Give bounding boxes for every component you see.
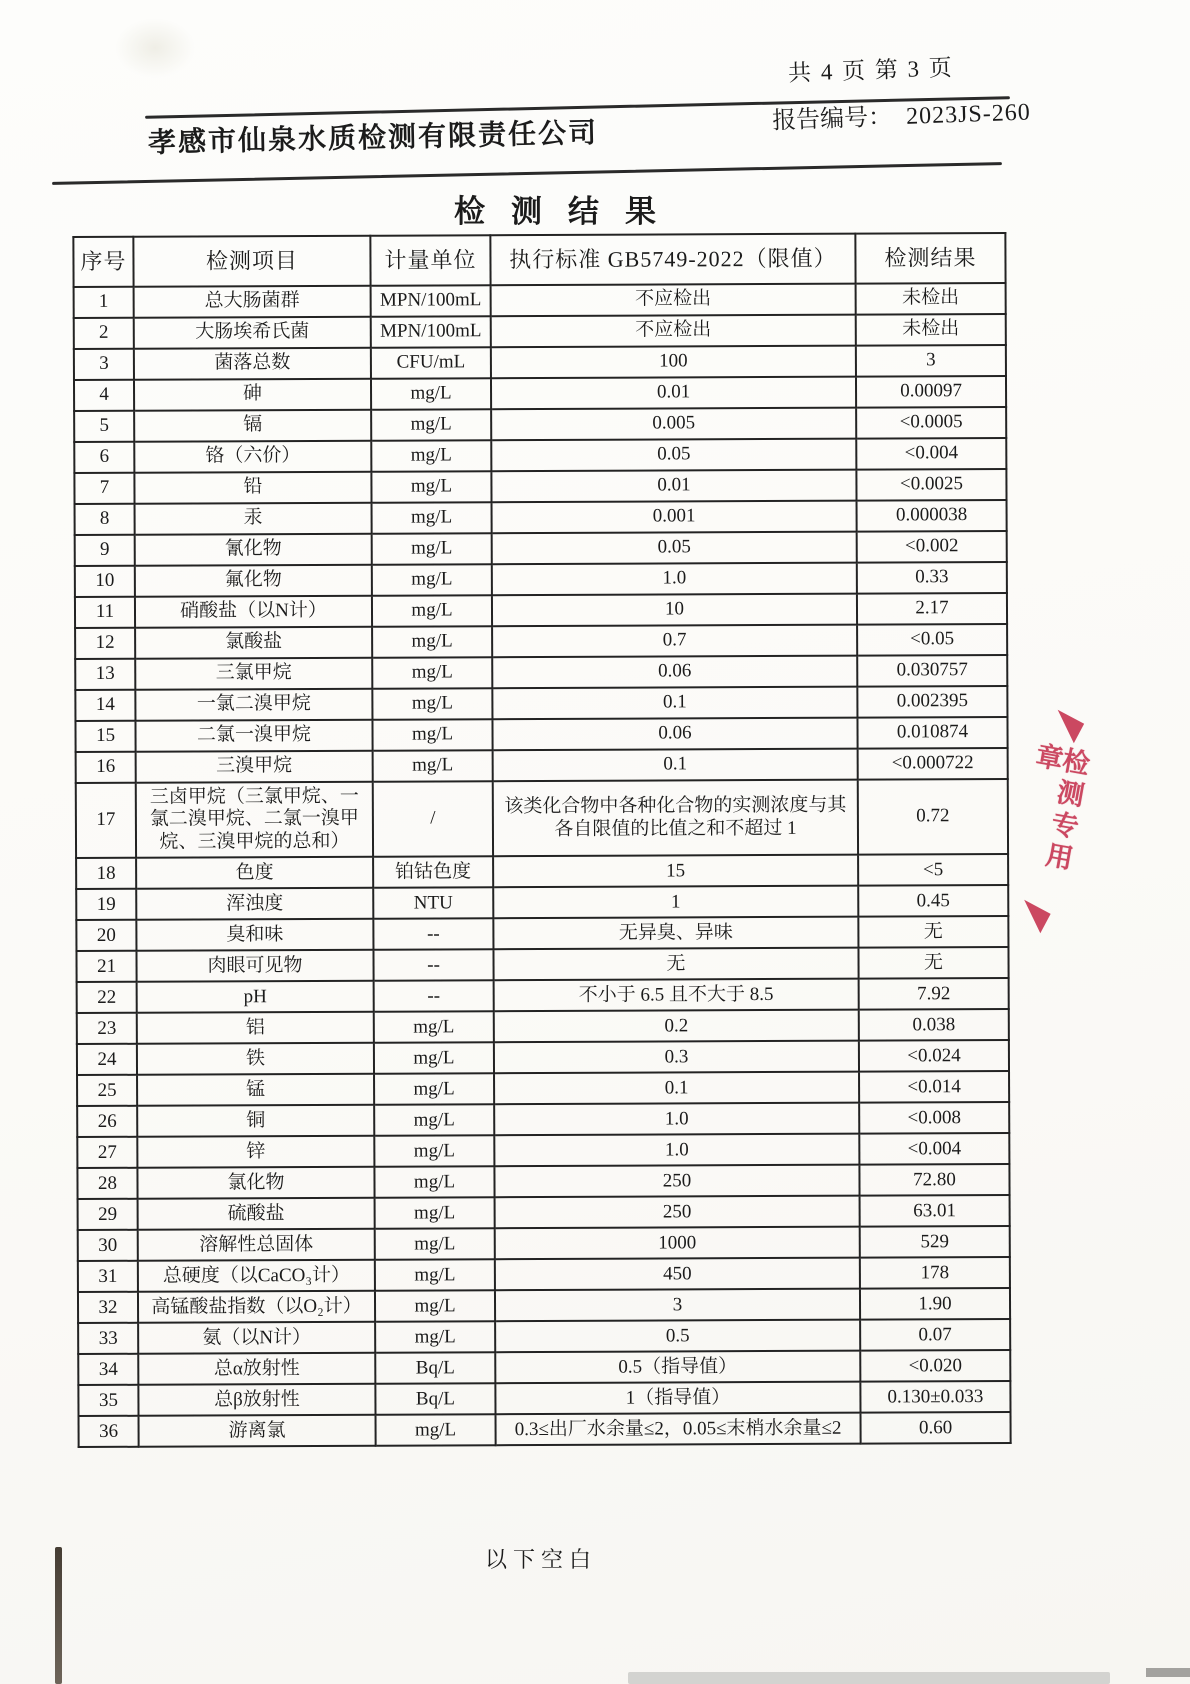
table-row bbox=[76, 854, 1008, 889]
cell-standard: 该类化合物中各种化合物的实测浓度与其各自限值的比值之和不超过 1 bbox=[493, 780, 858, 857]
cell-unit: Bq/L bbox=[375, 1352, 495, 1384]
table-row bbox=[74, 283, 1006, 318]
cell-unit: mg/L bbox=[374, 1073, 494, 1105]
cell-no: 36 bbox=[79, 1416, 139, 1447]
scan-smudge-artifact bbox=[115, 18, 195, 78]
cell-unit: mg/L bbox=[371, 471, 491, 503]
red-seal-fragment bbox=[1000, 710, 1098, 932]
cell-item: 氯化物 bbox=[137, 1167, 374, 1199]
cell-standard: 0.3≤出厂水余量≤2，0.05≤末梢水余量≤2 bbox=[496, 1413, 861, 1446]
cell-standard: 0.01 bbox=[491, 470, 856, 503]
table-row bbox=[75, 593, 1007, 628]
cell-result: 0.010874 bbox=[857, 717, 1007, 749]
cell-item: 铝 bbox=[137, 1012, 374, 1044]
cell-unit: mg/L bbox=[376, 1414, 496, 1446]
cell-no: 8 bbox=[75, 504, 135, 535]
cell-result: <0.05 bbox=[857, 624, 1007, 656]
cell-unit: mg/L bbox=[374, 1166, 494, 1198]
cell-item: 二氯一溴甲烷 bbox=[135, 720, 372, 752]
cell-unit: -- bbox=[374, 980, 494, 1012]
cell-result: <0.008 bbox=[859, 1102, 1009, 1134]
results-table bbox=[72, 232, 1011, 1448]
cell-unit: mg/L bbox=[372, 564, 492, 596]
cell-result: 72.80 bbox=[859, 1164, 1009, 1196]
cell-result: 0.60 bbox=[861, 1412, 1011, 1444]
scan-edge-dash bbox=[1146, 1668, 1190, 1677]
cell-no: 34 bbox=[78, 1354, 138, 1385]
table-row bbox=[78, 1257, 1010, 1292]
table-row bbox=[78, 1288, 1010, 1323]
cell-no: 2 bbox=[74, 318, 134, 349]
cell-no: 24 bbox=[77, 1044, 137, 1075]
cell-no: 7 bbox=[74, 473, 134, 504]
cell-unit: mg/L bbox=[372, 688, 492, 720]
cell-item: 游离氯 bbox=[139, 1415, 376, 1447]
cell-unit: Bq/L bbox=[375, 1383, 495, 1415]
cell-standard: 1.0 bbox=[494, 1134, 859, 1167]
cell-item: 铁 bbox=[137, 1043, 374, 1075]
cell-no: 21 bbox=[76, 951, 136, 982]
scan-edge-band bbox=[628, 1672, 1110, 1684]
cell-standard: 不小于 6.5 且不大于 8.5 bbox=[494, 979, 859, 1012]
cell-no: 32 bbox=[78, 1292, 138, 1323]
table-row bbox=[76, 748, 1008, 783]
cell-standard: 1.0 bbox=[492, 563, 857, 596]
cell-no: 26 bbox=[77, 1106, 137, 1137]
cell-result: 1.90 bbox=[860, 1288, 1010, 1320]
cell-standard: 0.001 bbox=[492, 501, 857, 534]
table-row bbox=[74, 469, 1006, 504]
cell-unit: mg/L bbox=[375, 1321, 495, 1353]
cell-unit: MPN/100mL bbox=[371, 316, 491, 348]
cell-unit: / bbox=[373, 781, 493, 857]
cell-no: 25 bbox=[77, 1075, 137, 1106]
cell-result: 无 bbox=[858, 916, 1008, 948]
table-row bbox=[76, 916, 1008, 951]
table-row bbox=[75, 655, 1007, 690]
table-row bbox=[78, 1319, 1010, 1354]
results-table-body bbox=[74, 283, 1011, 1447]
cell-result: <0.004 bbox=[856, 438, 1006, 470]
cell-unit: -- bbox=[373, 949, 493, 981]
cell-unit: mg/L bbox=[371, 440, 491, 472]
cell-result: 0.000038 bbox=[857, 500, 1007, 532]
cell-unit: mg/L bbox=[372, 595, 492, 627]
cell-result: 0.130±0.033 bbox=[860, 1381, 1010, 1413]
table-row bbox=[76, 885, 1008, 920]
cell-standard: 0.01 bbox=[491, 377, 856, 410]
table-row bbox=[75, 686, 1007, 721]
cell-no: 22 bbox=[77, 982, 137, 1013]
cell-result: <0.000722 bbox=[858, 748, 1008, 780]
cell-standard: 0.05 bbox=[491, 439, 856, 472]
cell-item: 硫酸盐 bbox=[138, 1198, 375, 1230]
column-header-unit: 计量单位 bbox=[370, 235, 490, 286]
table-row bbox=[77, 1040, 1009, 1075]
cell-standard: 10 bbox=[492, 594, 857, 627]
cell-no: 4 bbox=[74, 380, 134, 411]
cell-no: 20 bbox=[76, 920, 136, 951]
cell-item: 总α放射性 bbox=[138, 1353, 375, 1385]
report-number-label: 报告编号： bbox=[771, 104, 893, 135]
cell-standard: 0.3 bbox=[494, 1041, 859, 1074]
table-row bbox=[77, 1009, 1009, 1044]
cell-item: 氟化物 bbox=[135, 565, 372, 597]
cell-no: 13 bbox=[75, 659, 135, 690]
cell-no: 3 bbox=[74, 349, 134, 380]
cell-result: <0.004 bbox=[859, 1133, 1009, 1165]
cell-unit: mg/L bbox=[372, 719, 492, 751]
cell-item: 总硬度（以CaCO₃计） bbox=[138, 1260, 375, 1292]
cell-unit: mg/L bbox=[372, 533, 492, 565]
cell-result: 0.038 bbox=[859, 1009, 1009, 1041]
cell-unit: mg/L bbox=[371, 409, 491, 441]
report-number-line bbox=[771, 91, 1031, 135]
cell-no: 23 bbox=[77, 1013, 137, 1044]
cell-no: 9 bbox=[75, 535, 135, 566]
cell-result: <0.014 bbox=[859, 1071, 1009, 1103]
cell-no: 29 bbox=[78, 1199, 138, 1230]
cell-standard: 3 bbox=[495, 1289, 860, 1322]
cell-item: 肉眼可见物 bbox=[136, 950, 373, 982]
cell-standard: 0.2 bbox=[494, 1010, 859, 1043]
cell-item: pH bbox=[137, 981, 374, 1013]
cell-item: 镉 bbox=[134, 410, 371, 442]
cell-standard: 100 bbox=[491, 346, 856, 379]
cell-result: 0.45 bbox=[858, 885, 1008, 917]
cell-no: 6 bbox=[74, 442, 134, 473]
cell-item: 总大肠菌群 bbox=[134, 286, 371, 318]
cell-result: 7.92 bbox=[859, 978, 1009, 1010]
cell-result: 529 bbox=[860, 1226, 1010, 1258]
cell-unit: mg/L bbox=[374, 1011, 494, 1043]
cell-item: 铜 bbox=[137, 1105, 374, 1137]
cell-item: 三卤甲烷（三氯甲烷、一氯二溴甲烷、二氯一溴甲烷、三溴甲烷的总和） bbox=[136, 782, 373, 858]
cell-unit: mg/L bbox=[375, 1228, 495, 1260]
page-indicator: 共 4 页 第 3 页 bbox=[787, 55, 955, 86]
cell-standard: 0.1 bbox=[493, 749, 858, 782]
cell-result: 178 bbox=[860, 1257, 1010, 1289]
book-spine-artifact bbox=[55, 1547, 62, 1684]
cell-no: 10 bbox=[75, 566, 135, 597]
cell-unit: mg/L bbox=[372, 502, 492, 534]
cell-no: 14 bbox=[75, 690, 135, 721]
table-row bbox=[75, 562, 1007, 597]
cell-standard: 450 bbox=[495, 1258, 860, 1291]
cell-unit: mg/L bbox=[372, 626, 492, 658]
cell-standard: 0.7 bbox=[492, 625, 857, 658]
cell-no: 28 bbox=[77, 1168, 137, 1199]
cell-standard: 1（指导值） bbox=[495, 1382, 860, 1415]
table-row bbox=[74, 345, 1006, 380]
cell-unit: mg/L bbox=[374, 1104, 494, 1136]
cell-item: 砷 bbox=[134, 379, 371, 411]
cell-standard: 0.5（指导值） bbox=[495, 1351, 860, 1384]
cell-item: 菌落总数 bbox=[134, 348, 371, 380]
cell-result: 无 bbox=[858, 947, 1008, 979]
cell-result: 3 bbox=[856, 345, 1006, 377]
cell-standard: 1 bbox=[493, 886, 858, 919]
cell-unit: mg/L bbox=[374, 1135, 494, 1167]
cell-unit: CFU/mL bbox=[371, 347, 491, 379]
column-header-result: 检测结果 bbox=[855, 233, 1005, 284]
cell-standard: 无 bbox=[493, 948, 858, 981]
cell-item: 锰 bbox=[137, 1074, 374, 1106]
cell-no: 35 bbox=[78, 1385, 138, 1416]
table-row bbox=[77, 1071, 1009, 1106]
report-number-value: 2023JS-260 bbox=[905, 99, 1032, 130]
cell-item: 总β放射性 bbox=[138, 1384, 375, 1416]
seal-arc-bottom bbox=[1014, 900, 1051, 934]
cell-unit: MPN/100mL bbox=[371, 285, 491, 317]
cell-item: 铬（六价） bbox=[134, 441, 371, 473]
cell-result: <0.020 bbox=[860, 1350, 1010, 1382]
cell-standard: 不应检出 bbox=[491, 315, 856, 348]
cell-item: 氯酸盐 bbox=[135, 627, 372, 659]
cell-item: 一氯二溴甲烷 bbox=[135, 689, 372, 721]
cell-unit: mg/L bbox=[374, 1042, 494, 1074]
cell-no: 18 bbox=[76, 858, 136, 889]
cell-no: 31 bbox=[78, 1261, 138, 1292]
cell-result: 0.002395 bbox=[857, 686, 1007, 718]
cell-item: 硝酸盐（以N计） bbox=[135, 596, 372, 628]
cell-no: 15 bbox=[75, 721, 135, 752]
table-row bbox=[77, 1102, 1009, 1137]
table-row bbox=[75, 717, 1007, 752]
cell-unit: -- bbox=[373, 918, 493, 950]
cell-no: 19 bbox=[76, 889, 136, 920]
cell-unit: mg/L bbox=[375, 1259, 495, 1291]
table-row bbox=[75, 624, 1007, 659]
cell-no: 1 bbox=[74, 287, 134, 318]
cell-standard: 0.5 bbox=[495, 1320, 860, 1353]
cell-result: 0.33 bbox=[857, 562, 1007, 594]
table-row bbox=[78, 1381, 1010, 1416]
cell-item: 氨（以N计） bbox=[138, 1322, 375, 1354]
company-name: 孝感市仙泉水质检测有限责任公司 bbox=[147, 117, 599, 160]
cell-standard: 不应检出 bbox=[491, 284, 856, 317]
cell-standard: 1.0 bbox=[494, 1103, 859, 1136]
cell-item: 汞 bbox=[135, 503, 372, 535]
cell-standard: 0.1 bbox=[494, 1072, 859, 1105]
cell-no: 16 bbox=[76, 752, 136, 783]
cell-standard: 0.1 bbox=[492, 687, 857, 720]
table-row bbox=[76, 947, 1008, 982]
table-row bbox=[74, 407, 1006, 442]
table-row bbox=[77, 978, 1009, 1013]
cell-result: 0.00097 bbox=[856, 376, 1006, 408]
table-row bbox=[77, 1164, 1009, 1199]
cell-item: 锌 bbox=[137, 1136, 374, 1168]
cell-result: 63.01 bbox=[860, 1195, 1010, 1227]
cell-standard: 0.06 bbox=[492, 718, 857, 751]
blank-below-note: 以下空白 bbox=[484, 1547, 597, 1572]
cell-unit: NTU bbox=[373, 887, 493, 919]
cell-standard: 0.06 bbox=[492, 656, 857, 689]
cell-item: 溶解性总固体 bbox=[138, 1229, 375, 1261]
table-row bbox=[74, 314, 1006, 349]
cell-unit: 铂钴色度 bbox=[373, 856, 493, 888]
table-row bbox=[75, 500, 1007, 535]
cell-result: 0.72 bbox=[858, 779, 1008, 855]
cell-item: 高锰酸盐指数（以O₂计） bbox=[138, 1291, 375, 1323]
cell-no: 17 bbox=[76, 783, 136, 858]
table-row bbox=[78, 1350, 1010, 1385]
header-rule-bottom bbox=[52, 162, 1002, 185]
cell-standard: 15 bbox=[493, 855, 858, 888]
table-row bbox=[79, 1412, 1011, 1447]
cell-standard: 250 bbox=[494, 1165, 859, 1198]
cell-standard: 无异臭、异味 bbox=[493, 917, 858, 950]
cell-unit: mg/L bbox=[375, 1290, 495, 1322]
cell-no: 11 bbox=[75, 597, 135, 628]
cell-item: 色度 bbox=[136, 857, 373, 889]
seal-text: 检测专用章 bbox=[1029, 740, 1092, 877]
cell-standard: 0.005 bbox=[491, 408, 856, 441]
cell-result: <0.002 bbox=[857, 531, 1007, 563]
cell-item: 大肠埃希氏菌 bbox=[134, 317, 371, 349]
table-row bbox=[74, 376, 1006, 411]
cell-result: 未检出 bbox=[856, 283, 1006, 315]
table-row bbox=[74, 438, 1006, 473]
cell-item: 氰化物 bbox=[135, 534, 372, 566]
column-header-item: 检测项目 bbox=[133, 236, 370, 287]
cell-item: 浑浊度 bbox=[136, 888, 373, 920]
cell-standard: 1000 bbox=[495, 1227, 860, 1260]
cell-result: 未检出 bbox=[856, 314, 1006, 346]
cell-item: 臭和味 bbox=[136, 919, 373, 951]
cell-result: 2.17 bbox=[857, 593, 1007, 625]
cell-standard: 250 bbox=[495, 1196, 860, 1229]
cell-unit: mg/L bbox=[373, 750, 493, 782]
cell-item: 三溴甲烷 bbox=[136, 751, 373, 783]
cell-unit: mg/L bbox=[372, 657, 492, 689]
cell-item: 铅 bbox=[134, 472, 371, 504]
cell-no: 30 bbox=[78, 1230, 138, 1261]
cell-no: 12 bbox=[75, 628, 135, 659]
cell-result: <0.0025 bbox=[856, 469, 1006, 501]
document-title: 检测结果 bbox=[454, 194, 682, 229]
table-row bbox=[75, 531, 1007, 566]
cell-result: <5 bbox=[858, 854, 1008, 886]
cell-result: 0.07 bbox=[860, 1319, 1010, 1351]
cell-no: 33 bbox=[78, 1323, 138, 1354]
seal-arc-top bbox=[1047, 710, 1084, 744]
cell-standard: 0.05 bbox=[492, 532, 857, 565]
table-row bbox=[76, 779, 1008, 858]
cell-result: <0.0005 bbox=[856, 407, 1006, 439]
column-header-standard: 执行标准 GB5749-2022（限值） bbox=[490, 234, 855, 286]
table-row bbox=[77, 1133, 1009, 1168]
cell-no: 5 bbox=[74, 411, 134, 442]
cell-item: 三氯甲烷 bbox=[135, 658, 372, 690]
column-header-no: 序号 bbox=[73, 237, 133, 287]
table-row bbox=[78, 1226, 1010, 1261]
table-header-row bbox=[73, 233, 1005, 287]
table-row bbox=[78, 1195, 1010, 1230]
cell-unit: mg/L bbox=[375, 1197, 495, 1229]
cell-no: 27 bbox=[77, 1137, 137, 1168]
cell-unit: mg/L bbox=[371, 378, 491, 410]
cell-result: 0.030757 bbox=[857, 655, 1007, 687]
cell-result: <0.024 bbox=[859, 1040, 1009, 1072]
